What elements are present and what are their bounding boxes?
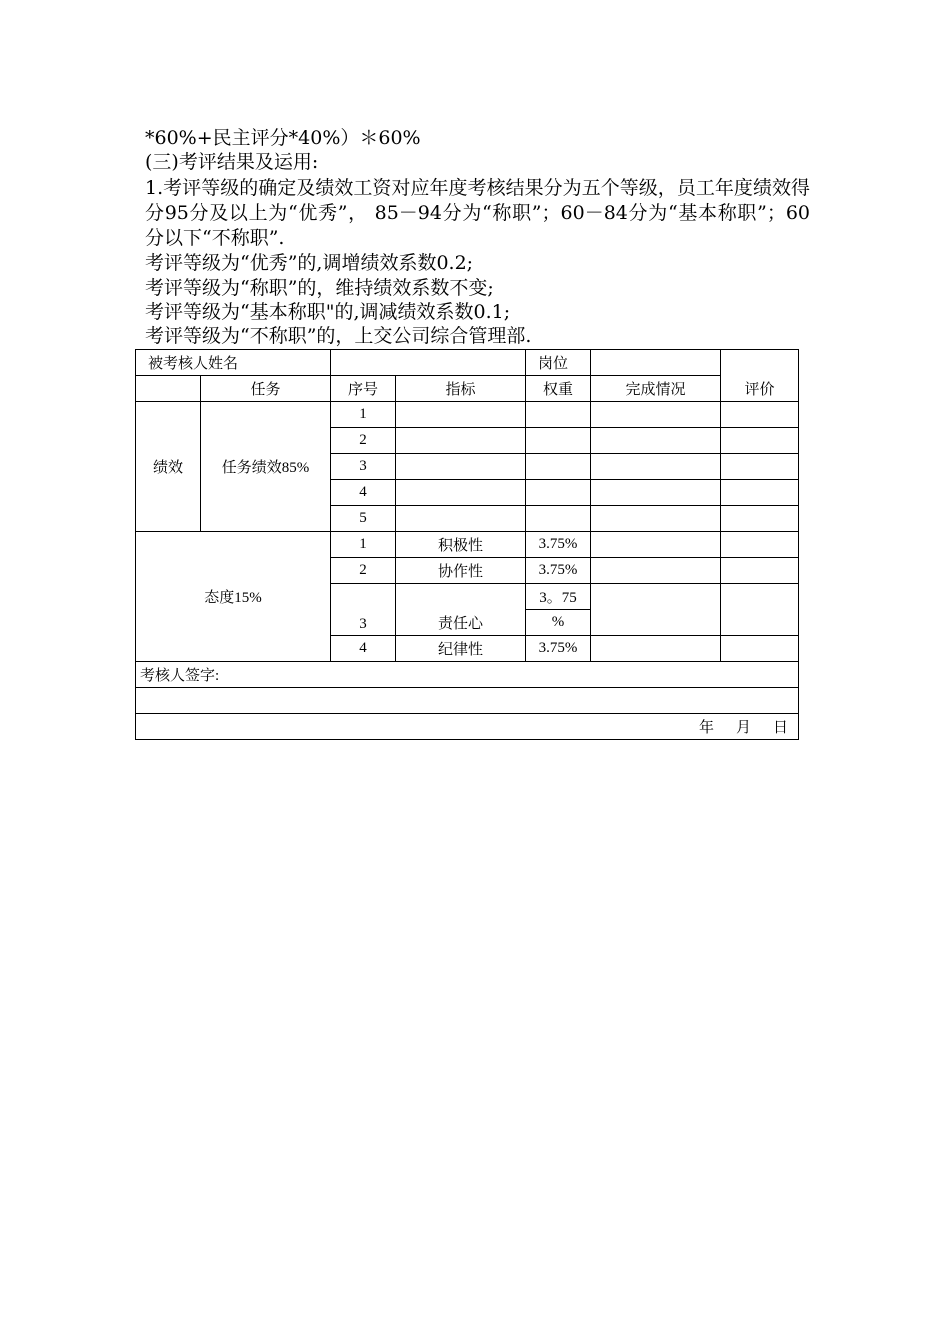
perf-evaluation-field[interactable] — [721, 480, 799, 506]
perf-seq: 2 — [331, 428, 396, 454]
attitude-weight: 3.75% — [526, 558, 591, 584]
attitude-completion-field[interactable] — [591, 584, 721, 636]
perf-seq: 1 — [331, 402, 396, 428]
perf-completion-field[interactable] — [591, 428, 721, 454]
attitude-seq: 4 — [331, 636, 396, 662]
name-field[interactable] — [331, 350, 526, 376]
perf-indicator-field[interactable] — [396, 454, 526, 480]
perf-evaluation-field[interactable] — [721, 506, 799, 532]
section-heading: (三)考评结果及运用: — [145, 151, 319, 173]
attitude-seq: 2 — [331, 558, 396, 584]
attitude-completion-field[interactable] — [591, 532, 721, 558]
signature-label: 考核人签字: — [136, 662, 799, 688]
task-header: 任务 — [201, 376, 331, 402]
perf-seq: 5 — [331, 506, 396, 532]
perf-evaluation-field[interactable] — [721, 454, 799, 480]
attitude-indicator: 纪律性 — [396, 636, 526, 662]
rule-excellent: 考评等级为“优秀”的,调增绩效系数0.2; — [145, 252, 474, 274]
perf-indicator-field[interactable] — [396, 428, 526, 454]
attitude-weight: 3.75% — [526, 532, 591, 558]
attitude-evaluation-field[interactable] — [721, 558, 799, 584]
perf-weight-field[interactable] — [526, 428, 591, 454]
task-performance-label: 任务绩效85% — [201, 402, 331, 532]
perf-weight-field[interactable] — [526, 402, 591, 428]
signature-field[interactable] — [136, 688, 799, 714]
perf-indicator-field[interactable] — [396, 480, 526, 506]
perf-weight-field[interactable] — [526, 506, 591, 532]
attitude-evaluation-field[interactable] — [721, 636, 799, 662]
perf-evaluation-field[interactable] — [721, 428, 799, 454]
position-label: 岗位 — [526, 350, 591, 376]
name-label: 被考核人姓名 — [136, 350, 331, 376]
attitude-weight-part1: 3。75 — [526, 584, 591, 610]
seq-header: 序号 — [331, 376, 396, 402]
perf-completion-field[interactable] — [591, 506, 721, 532]
indicator-header: 指标 — [396, 376, 526, 402]
attitude-label: 态度15% — [136, 532, 331, 662]
attitude-indicator: 协作性 — [396, 558, 526, 584]
position-field[interactable] — [591, 350, 721, 376]
date-month: 月 — [735, 720, 751, 736]
attitude-indicator: 责任心 — [396, 584, 526, 636]
perf-completion-field[interactable] — [591, 480, 721, 506]
perf-seq: 4 — [331, 480, 396, 506]
evaluation-header: 评价 — [721, 350, 799, 402]
attitude-evaluation-field[interactable] — [721, 532, 799, 558]
perf-weight-field[interactable] — [526, 480, 591, 506]
attitude-indicator: 积极性 — [396, 532, 526, 558]
rule-basic: 考评等级为“基本称职"的,调减绩效系数0.1; — [145, 301, 511, 323]
perf-weight-field[interactable] — [526, 454, 591, 480]
perf-seq: 3 — [331, 454, 396, 480]
attitude-weight-part2: % — [526, 610, 591, 636]
perf-completion-field[interactable] — [591, 454, 721, 480]
attitude-seq: 3 — [331, 584, 396, 636]
attitude-evaluation-field[interactable] — [721, 584, 799, 636]
performance-label: 绩效 — [136, 402, 201, 532]
attitude-completion-field[interactable] — [591, 558, 721, 584]
weight-header: 权重 — [526, 376, 591, 402]
date-row — [136, 714, 799, 740]
rule-competent: 考评等级为“称职”的，维持绩效系数不变; — [145, 277, 494, 299]
attitude-seq: 1 — [331, 532, 396, 558]
appraisal-form-table — [135, 349, 799, 740]
perf-indicator-field[interactable] — [396, 506, 526, 532]
attitude-weight: 3.75% — [526, 636, 591, 662]
attitude-completion-field[interactable] — [591, 636, 721, 662]
perf-indicator-field[interactable] — [396, 402, 526, 428]
formula-line: *60%+民主评分*40%）＊60% — [145, 127, 421, 149]
grading-paragraph: 1.考评等级的确定及绩效工资对应年度考核结果分为五个等级，员工年度绩效得分95分及以上为“优秀”， 85－94分为“称职”；60－84分为“基本称职”；60分以下“不称职”. — [145, 177, 810, 249]
blank-header-cell — [136, 376, 201, 402]
date-day: 日 — [773, 720, 789, 736]
date-year: 年 — [698, 720, 714, 736]
rule-incompetent: 考评等级为“不称职”的，上交公司综合管理部. — [145, 325, 532, 347]
completion-header: 完成情况 — [591, 376, 721, 402]
perf-evaluation-field[interactable] — [721, 402, 799, 428]
perf-completion-field[interactable] — [591, 402, 721, 428]
